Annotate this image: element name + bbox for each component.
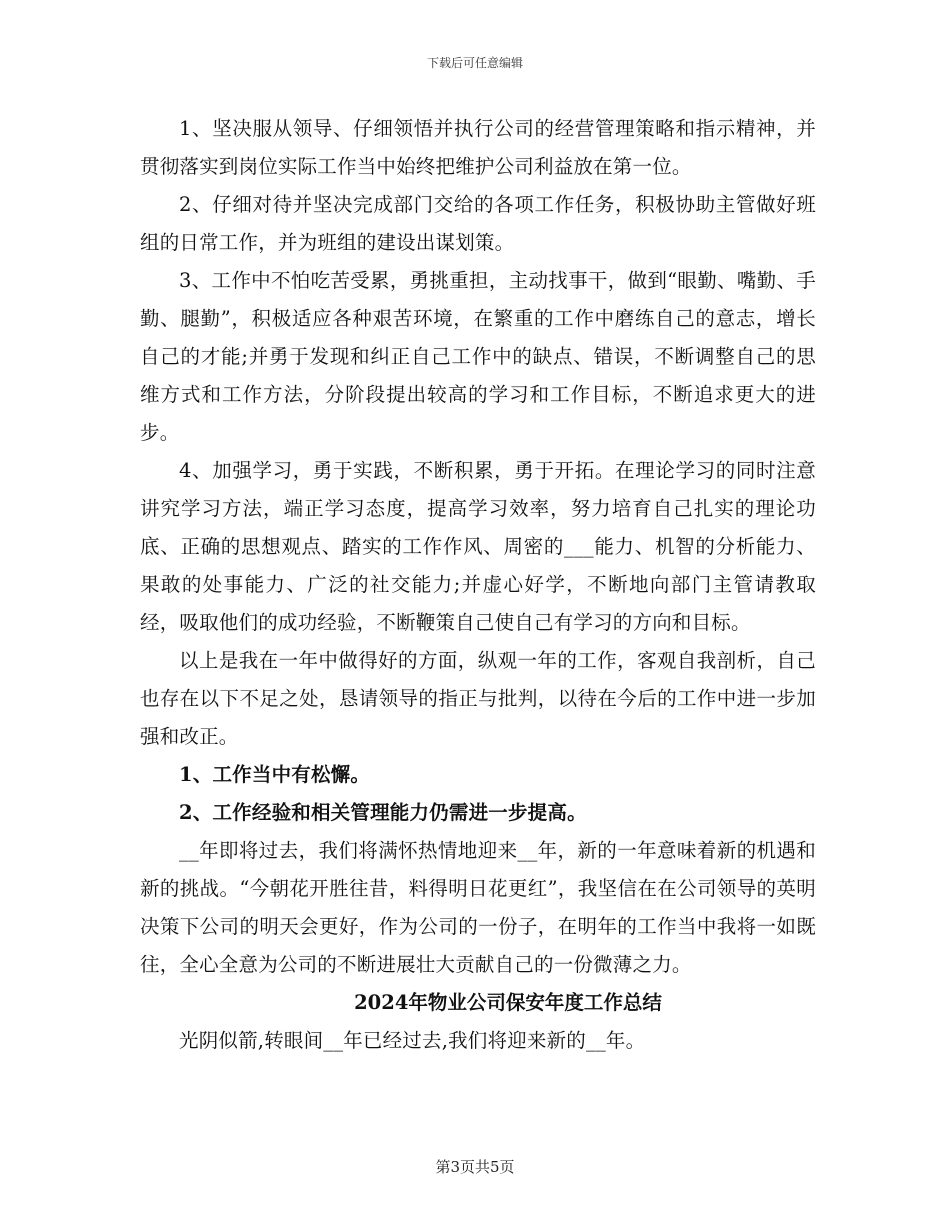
paragraph-item-4: 4、加强学习，勇于实践，不断积累，勇于开拓。在理论学习的同时注意讲究学习方法，端正学习态度，提高学习效率，努力培育自己扎实的理论功底、正确的思想观点、踏实的工作作风、周密的___能力、机智的分析能力、果敢的处事能力、广泛的社交能力;并虚心好学，不断地向部门主管请教取经，吸取他们的成功经验，不断鞭策自己使自己有学习的方向和目标。 <box>140 459 816 634</box>
paragraph-outlook: __年即将过去，我们将满怀热情地迎来__年，新的一年意味着新的机遇和新的挑战。“今朝花开胜往昔，料得明日花更红”，我坚信在在公司领导的英明决策下公司的明天会更好，作为公司的一份子，在明年的工作当中我将一如既往，全心全意为公司的不断进展壮大贡献自己的一份微薄之力。 <box>140 839 816 976</box>
section-title: 2024年物业公司保安年度工作总结 <box>354 991 662 1014</box>
shortcoming-2: 2、工作经验和相关管理能力仍需进一步提高。 <box>179 801 587 824</box>
document-body <box>140 110 816 1060</box>
page-header: 下载后可任意编辑 <box>426 56 523 70</box>
paragraph-summary: 以上是我在一年中做得好的方面，纵观一年的工作，客观自我剖析，自己也存在以下不足之处，恳请领导的指正与批判，以待在今后的工作中进一步加强和改正。 <box>140 649 816 748</box>
paragraph-item-3: 3、工作中不怕吃苦受累，勇挑重担，主动找事干，做到“眼勤、嘴勤、手勤、腿勤”，积极适应各种艰苦环境，在繁重的工作中磨练自己的意志，增长自己的才能;并勇于发现和纠正自己工作中的缺点、错误，不断调整自己的思维方式和工作方法，分阶段提出较高的学习和工作目标，不断追求更大的进步。 <box>140 269 816 444</box>
paragraph-item-2: 2、仔细对待并坚决完成部门交给的各项工作任务，积极协助主管做好班组的日常工作，并为班组的建设出谋划策。 <box>140 193 816 254</box>
paragraph-item-1: 1、坚决服从领导、仔细领悟并执行公司的经营管理策略和指示精神，并贯彻落实到岗位实际工作当中始终把维护公司利益放在第一位。 <box>140 117 816 178</box>
shortcoming-1: 1、工作当中有松懈。 <box>179 763 371 786</box>
paragraph-closing: 光阴似箭,转眼间__年已经过去,我们将迎来新的__年。 <box>179 1029 646 1052</box>
page-footer: 第3页共5页 <box>435 1158 515 1176</box>
